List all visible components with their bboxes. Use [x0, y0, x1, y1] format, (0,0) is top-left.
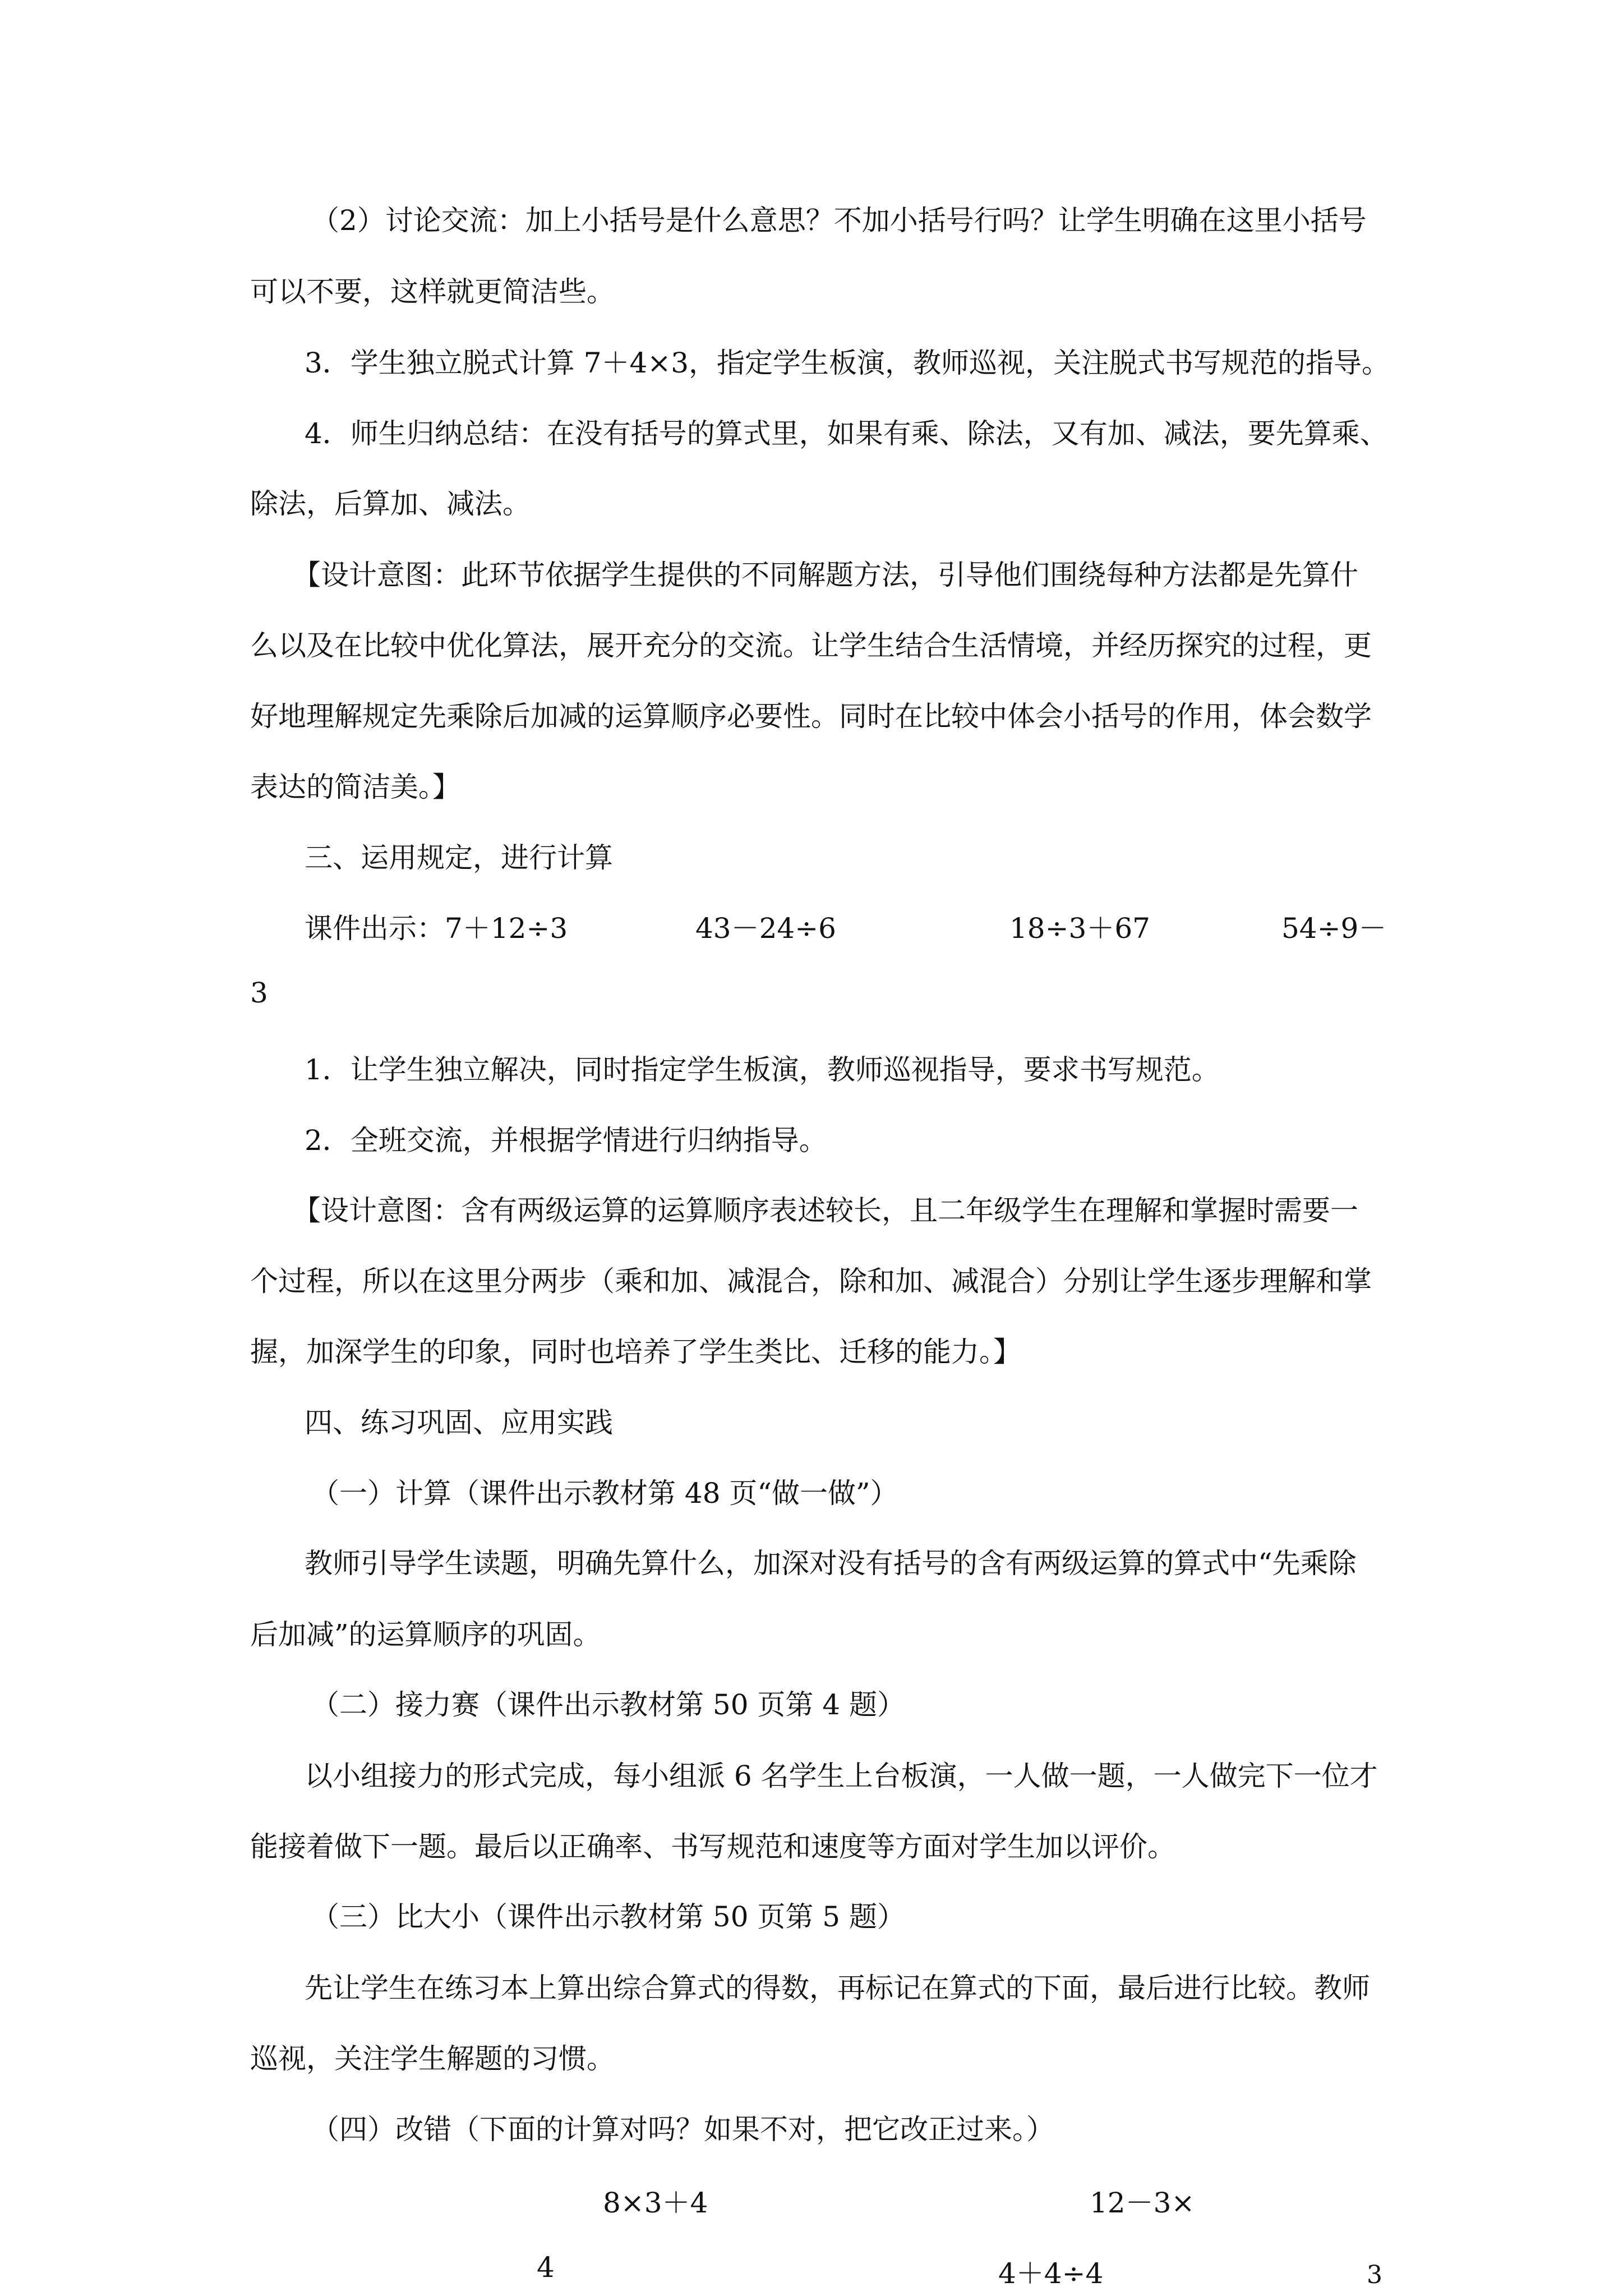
expression: 18÷3＋67 — [1009, 912, 1150, 945]
expression: 43－24÷6 — [695, 912, 836, 945]
design-intent-line: 个过程，所以在这里分两步（乘和加、减混合，除和加、减混合）分别让学生逐步理解和掌 — [250, 1265, 1372, 1297]
page-number: 3 — [1367, 2261, 1382, 2289]
paragraph-line: 可以不要，这样就更简洁些。 — [250, 275, 615, 308]
paragraph-line: 后加减”的运算顺序的巩固。 — [250, 1618, 601, 1651]
expression: 4＋4÷4 — [998, 2257, 1104, 2290]
design-intent-line: 表达的简洁美。】 — [250, 771, 460, 803]
paragraph-line: 先让学生在练习本上算出综合算式的得数，再标记在算式的下面，最后进行比较。教师 — [305, 1972, 1370, 2004]
design-intent-line: 【设计意图：含有两级运算的运算顺序表述较长，且二年级学生在理解和掌握时需要一 — [293, 1194, 1358, 1227]
expression: 54÷9－ — [1281, 912, 1387, 945]
design-intent-line: 么以及在比较中优化算法，展开充分的交流。让学生结合生活情境，并经历探究的过程，更 — [250, 629, 1372, 662]
paragraph-line: 以小组接力的形式完成，每小组派 6 名学生上台板演，一人做一题，一人做完下一位才 — [305, 1760, 1378, 1792]
paragraph-line: 巡视，关注学生解题的习惯。 — [250, 2042, 615, 2075]
subsection-heading: （三）比大小（课件出示教材第 50 页第 5 题） — [311, 1901, 906, 1933]
paragraph-line: 1．让学生独立解决，同时指定学生板演，教师巡视指导，要求书写规范。 — [305, 1053, 1220, 1086]
paragraph-line: 2．全班交流，并根据学情进行归纳指导。 — [305, 1124, 827, 1157]
expression: 课件出示：7＋12÷3 — [305, 912, 568, 945]
paragraph-line: （2）讨论交流：加上小括号是什么意思？不加小括号行吗？让学生明确在这里小括号 — [311, 204, 1367, 237]
expression: 4 — [537, 2251, 555, 2284]
paragraph-line: 能接着做下一题。最后以正确率、书写规范和速度等方面对学生加以评价。 — [250, 1830, 1175, 1863]
design-intent-line: 【设计意图：此环节依据学生提供的不同解题方法，引导他们围绕每种方法都是先算什 — [293, 559, 1358, 591]
subsection-heading: （二）接力赛（课件出示教材第 50 页第 4 题） — [311, 1688, 906, 1721]
design-intent-line: 握，加深学生的印象，同时也培养了学生类比、迁移的能力。】 — [250, 1336, 1021, 1368]
paragraph-line: 教师引导学生读题，明确先算什么，加深对没有括号的含有两级运算的算式中“先乘除 — [305, 1547, 1357, 1580]
paragraph-line: 除法，后算加、减法。 — [250, 487, 531, 520]
section-heading: 四、练习巩固、应用实践 — [305, 1406, 613, 1439]
design-intent-line: 好地理解规定先乘除后加减的运算顺序必要性。同时在比较中体会小括号的作用，体会数学 — [250, 700, 1372, 733]
expression: 3 — [250, 977, 268, 1009]
subsection-heading: （四）改错（下面的计算对吗？如果不对，把它改正过来。） — [311, 2113, 1054, 2146]
paragraph-line: 3．学生独立脱式计算 7＋4×3，指定学生板演，教师巡视，关注脱式书写规范的指导。 — [305, 347, 1390, 379]
expression: 12－3× — [1090, 2187, 1195, 2219]
paragraph-line: 4．师生归纳总结：在没有括号的算式里，如果有乘、除法，又有加、减法，要先算乘、 — [305, 417, 1388, 450]
expression: 8×3＋4 — [603, 2187, 708, 2219]
subsection-heading: （一）计算（课件出示教材第 48 页“做一做”） — [311, 1477, 898, 1510]
section-heading: 三、运用规定，进行计算 — [305, 841, 613, 874]
